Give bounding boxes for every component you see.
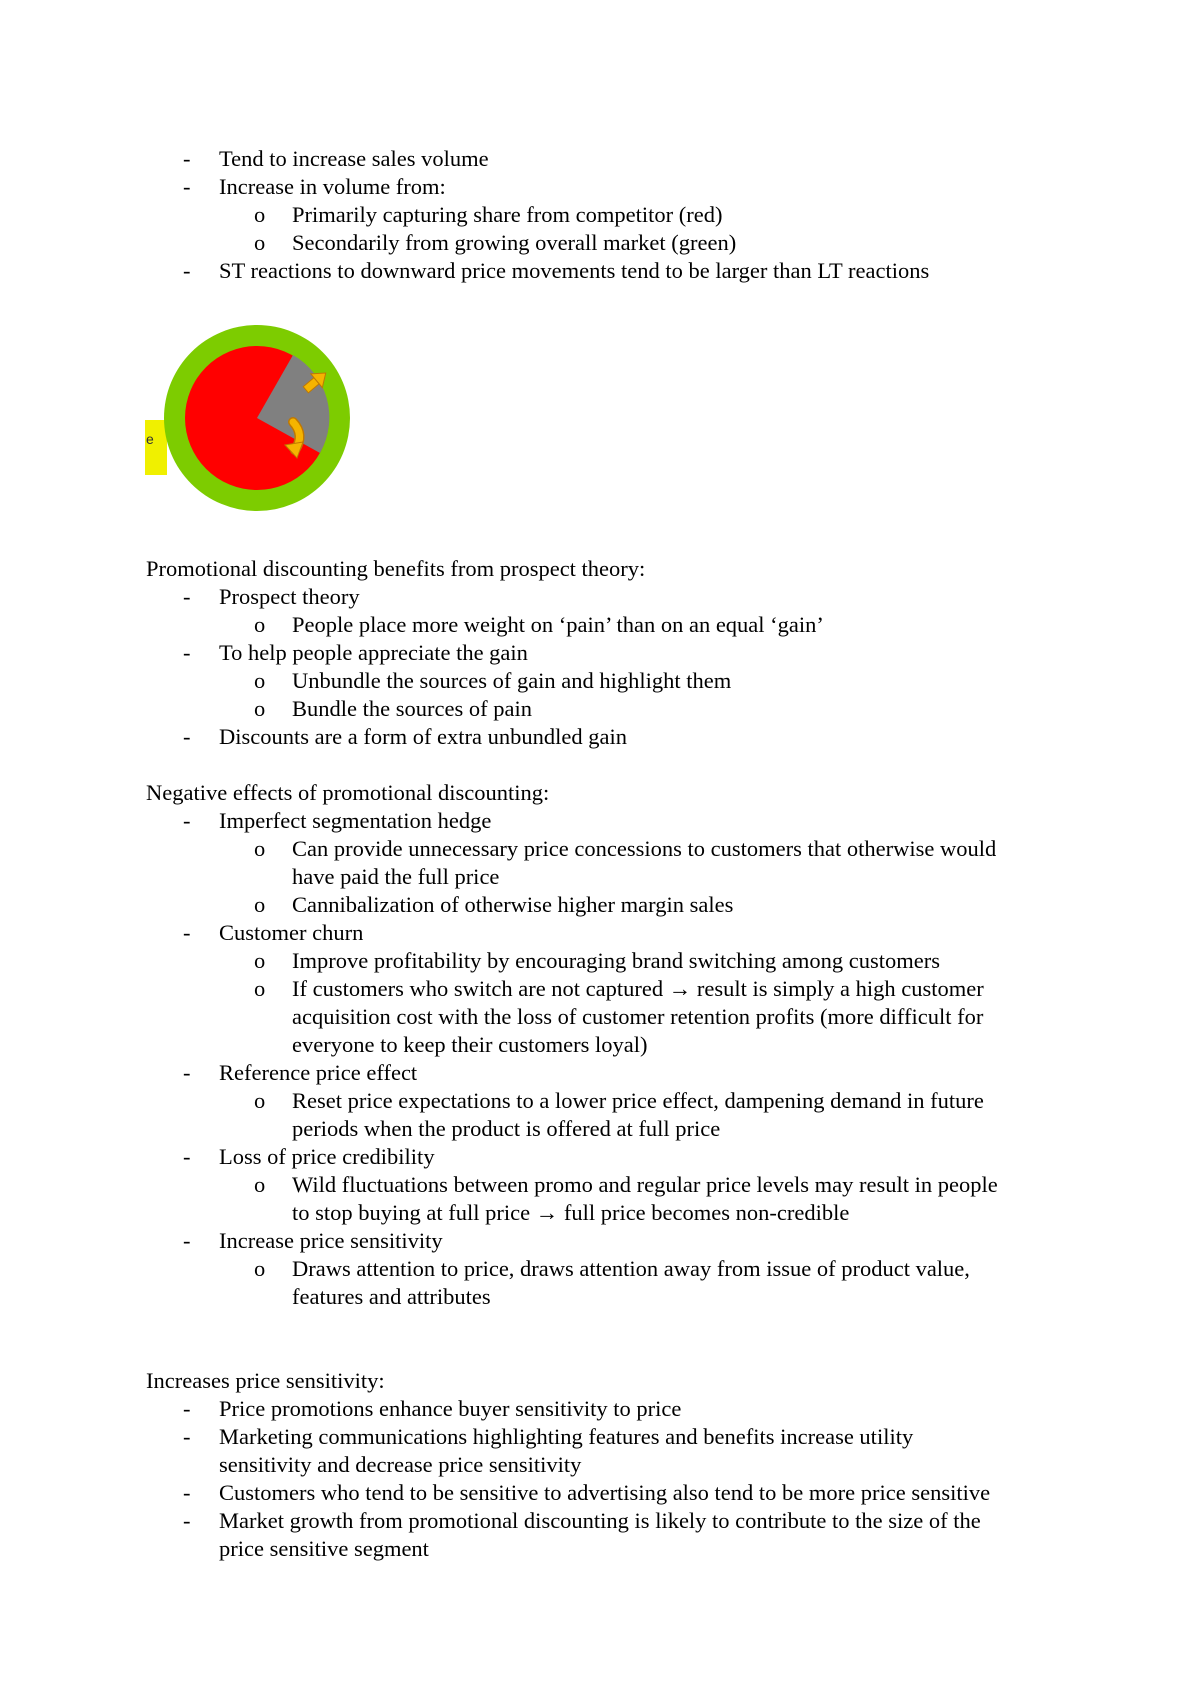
circle-bullet: o xyxy=(254,948,266,973)
dash-bullet: - xyxy=(183,1060,191,1085)
market-circle-icon xyxy=(145,320,355,520)
list-item-text: Customer churn xyxy=(219,920,364,945)
dash-bullet: - xyxy=(183,808,191,833)
list-item-text: Price promotions enhance buyer sensitivity to price xyxy=(219,1396,682,1421)
list-item-text: Tend to increase sales volume xyxy=(219,146,489,171)
label-background xyxy=(145,420,167,475)
list-item-text: Reference price effect xyxy=(219,1060,418,1085)
list-item-text: Can provide unnecessary price concessions to customers that otherwise would xyxy=(292,836,997,861)
dash-bullet: - xyxy=(183,724,191,749)
dash-bullet: - xyxy=(183,584,191,609)
list-item-text: Marketing communications highlighting features and benefits increase utility xyxy=(219,1424,914,1449)
dash-bullet: - xyxy=(183,146,191,171)
dash-bullet: - xyxy=(183,258,191,283)
circle-bullet: o xyxy=(254,892,266,917)
list-item-text: have paid the full price xyxy=(292,864,500,889)
list-item-text: People place more weight on ‘pain’ than on an equal ‘gain’ xyxy=(292,612,824,637)
dash-bullet: - xyxy=(183,1480,191,1505)
circle-bullet: o xyxy=(254,612,266,637)
market-share-figure xyxy=(145,320,355,520)
list-item-text: price sensitive segment xyxy=(219,1536,429,1561)
list-item-text: ST reactions to downward price movements tend to be larger than LT reactions xyxy=(219,258,930,283)
dash-bullet: - xyxy=(183,1508,191,1533)
list-item-text: Improve profitability by encouraging brand switching among customers xyxy=(292,948,940,973)
list-item-text: Bundle the sources of pain xyxy=(292,696,532,721)
circle-bullet: o xyxy=(254,202,266,227)
circle-bullet: o xyxy=(254,696,266,721)
list-item-text: features and attributes xyxy=(292,1284,491,1309)
circle-bullet: o xyxy=(254,1172,266,1197)
dash-bullet: - xyxy=(183,920,191,945)
dash-bullet: - xyxy=(183,1228,191,1253)
list-item-text: Primarily capturing share from competitor (red) xyxy=(292,202,723,227)
list-item-text: Increase price sensitivity xyxy=(219,1228,443,1253)
circle-bullet: o xyxy=(254,976,266,1001)
list-item-text: periods when the product is offered at full price xyxy=(292,1116,721,1141)
list-item-text: To help people appreciate the gain xyxy=(219,640,528,665)
circle-bullet: o xyxy=(254,1256,266,1281)
dash-bullet: - xyxy=(183,1424,191,1449)
list-item-text: Loss of price credibility xyxy=(219,1144,435,1169)
list-item-text: everyone to keep their customers loyal) xyxy=(292,1032,648,1057)
section-heading: Negative effects of promotional discounting: xyxy=(146,780,550,805)
list-item-text: Secondarily from growing overall market (green) xyxy=(292,230,737,255)
list-item-text: to stop buying at full price → full price becomes non-credible xyxy=(292,1200,850,1225)
dash-bullet: - xyxy=(183,1144,191,1169)
list-item-text: Draws attention to price, draws attention away from issue of product value, xyxy=(292,1256,970,1281)
list-item-text: Prospect theory xyxy=(219,584,360,609)
list-item-text: Customers who tend to be sensitive to advertising also tend to be more price sensitive xyxy=(219,1480,991,1505)
list-item-text: Imperfect segmentation hedge xyxy=(219,808,492,833)
circle-bullet: o xyxy=(254,1088,266,1113)
list-item-text: sensitivity and decrease price sensitivity xyxy=(219,1452,582,1477)
list-item-text: Increase in volume from: xyxy=(219,174,446,199)
list-item-text: Cannibalization of otherwise higher margin sales xyxy=(292,892,734,917)
list-item-text: Unbundle the sources of gain and highlight them xyxy=(292,668,732,693)
list-item-text: Reset price expectations to a lower price effect, dampening demand in future xyxy=(292,1088,984,1113)
circle-bullet: o xyxy=(254,668,266,693)
dash-bullet: - xyxy=(183,640,191,665)
circle-bullet: o xyxy=(254,836,266,861)
label-fragment: e xyxy=(146,431,154,447)
circle-bullet: o xyxy=(254,230,266,255)
dash-bullet: - xyxy=(183,174,191,199)
list-item-text: acquisition cost with the loss of customer retention profits (more difficult for xyxy=(292,1004,984,1029)
section-heading: Promotional discounting benefits from prospect theory: xyxy=(146,556,646,581)
list-item-text: Wild fluctuations between promo and regular price levels may result in people xyxy=(292,1172,998,1197)
dash-bullet: - xyxy=(183,1396,191,1421)
list-item-text: Discounts are a form of extra unbundled gain xyxy=(219,724,627,749)
section-heading: Increases price sensitivity: xyxy=(146,1368,385,1393)
list-item-text: Market growth from promotional discounting is likely to contribute to the size of the xyxy=(219,1508,981,1533)
list-item-text: If customers who switch are not captured → result is simply a high customer xyxy=(292,976,984,1001)
